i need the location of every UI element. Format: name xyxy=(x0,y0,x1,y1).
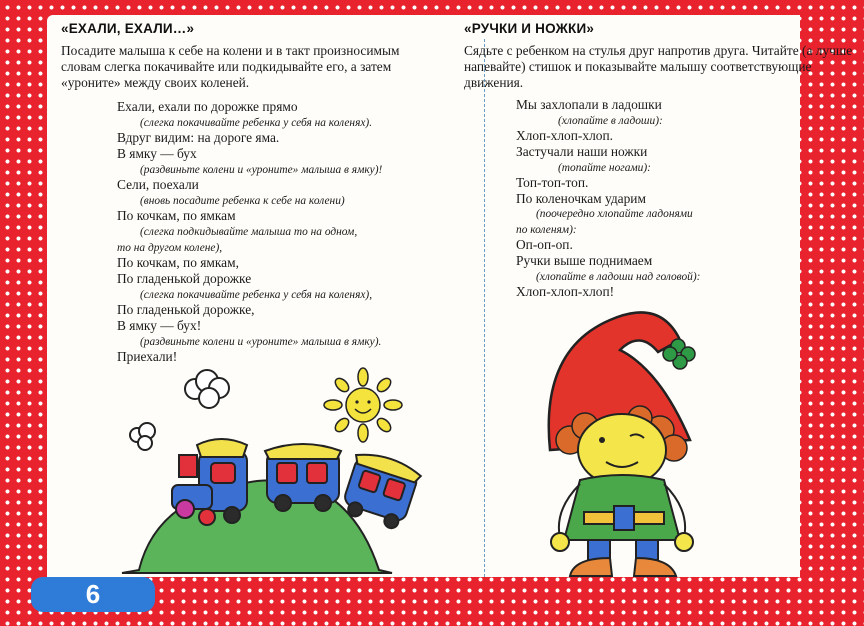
poem-line: Мы захлопали в ладошки xyxy=(516,97,662,112)
poem-line: По гладенькой дорожке, xyxy=(117,302,255,317)
poem-note: то на другом колене), xyxy=(117,242,223,254)
sun-icon xyxy=(324,368,402,442)
poem-note: (слегка подкидывайте малыша то на одном, xyxy=(140,226,358,238)
book-page xyxy=(47,15,853,577)
poem-line: Приехали! xyxy=(117,349,178,364)
poem-line: Ехали, ехали по дорожке прямо xyxy=(117,99,298,114)
poem-line: В ямку — бух xyxy=(117,146,197,161)
poem-line: В ямку — бух! xyxy=(117,318,202,333)
poem-note: (слегка покачивайте ребенка у себя на коленях). xyxy=(140,117,373,129)
poem-note: (хлопайте в ладоши): xyxy=(558,115,663,127)
poem-line: Хлоп-хлоп-хлоп. xyxy=(516,128,613,143)
poem-note: (поочередно хлопайте ладонями xyxy=(536,208,693,220)
poem-note: (хлопайте в ладоши над головой): xyxy=(536,271,701,283)
poem-line: По кочкам, по ямкам, xyxy=(117,255,239,270)
poem-line: По гладенькой дорожке xyxy=(117,271,252,286)
poem-line: Ручки выше поднимаем xyxy=(516,253,653,268)
right-intro: Сядьте с ребенком на стулья друг напротив друга. Читайте (а лучше напевайте) стишок и показывайте малышу соответствующие движения. xyxy=(464,43,853,90)
poem-line: По кочкам, по ямкам xyxy=(117,208,236,223)
left-title: «ЕХАЛИ, ЕХАЛИ…» xyxy=(61,21,195,36)
poem-note: (раздвиньте колени и «уроните» малыша в ямку)! xyxy=(140,164,383,176)
poem-note: по коленям): xyxy=(516,224,577,236)
poem-line: Топ-топ-топ. xyxy=(516,175,589,190)
page-number-badge: 6 xyxy=(31,577,155,612)
poem-line: Хлоп-хлоп-хлоп! xyxy=(516,284,615,299)
column-divider xyxy=(484,39,485,577)
poem-line: Оп-оп-оп. xyxy=(516,237,573,252)
poem-note: (вновь посадите ребенка к себе на колени) xyxy=(140,195,345,207)
poem-line: Вдруг видим: на дороге яма. xyxy=(117,130,280,145)
poem-line: Застучали наши ножки xyxy=(516,144,648,159)
poem-note: (топайте ногами): xyxy=(558,162,651,174)
left-intro: Посадите малыша к себе на колени и в такт произносимым словам слегка покачивайте или подкидывайте его, а затем «уроните» между своих коленей. xyxy=(61,43,400,90)
poem-note: (раздвиньте колени и «уроните» малыша в ямку). xyxy=(140,336,382,348)
gnome-illustration xyxy=(540,290,720,580)
right-title: «РУЧКИ И НОЖКИ» xyxy=(464,21,595,36)
poem-line: По коленочкам ударим xyxy=(516,191,646,206)
poem-line: Сели, поехали xyxy=(117,177,199,192)
train-illustration xyxy=(117,355,447,575)
poem-note: (слегка покачивайте ребенка у себя на коленях), xyxy=(140,289,373,301)
